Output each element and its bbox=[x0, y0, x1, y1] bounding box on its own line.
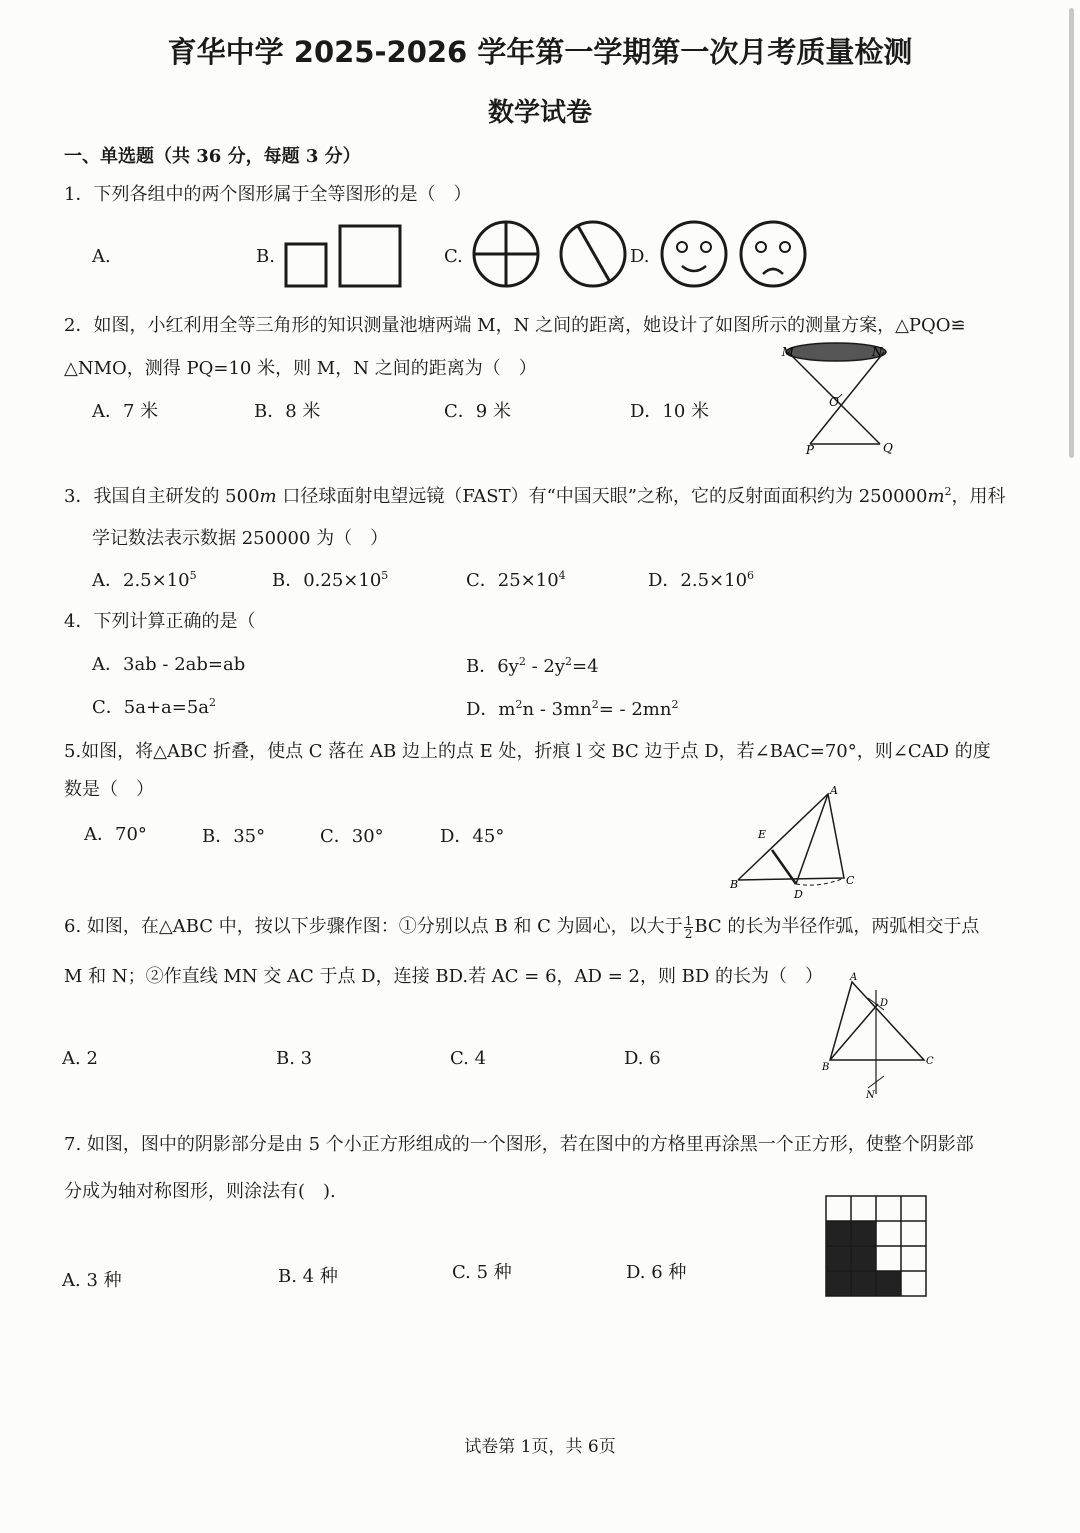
q3-line1: 3．我国自主研发的 500m 口径球面射电望远镜（FAST）有“中国天眼”之称，它的反射面面积约为 $250000m^2$，用科 bbox=[64, 485, 1006, 507]
fig-label-b: B bbox=[822, 1062, 830, 1073]
q1-option-a: A. bbox=[92, 246, 111, 267]
q2-option-c: C．9 米 bbox=[444, 401, 511, 422]
q2-option-a: A．7 米 bbox=[92, 401, 159, 422]
q2-option-d: D．10 米 bbox=[630, 401, 710, 422]
q6-construction-figure bbox=[816, 970, 946, 1100]
q1-option-d: D. bbox=[630, 246, 650, 267]
q1-option-b: B. bbox=[256, 246, 275, 267]
fig-label-q: Q bbox=[883, 441, 893, 455]
q6-line2: M 和 N；②作直线 MN 交 AC 于点 D，连接 BD.若 AC = 6，AD = 2，则 BD 的长为（ ） bbox=[64, 966, 824, 987]
q4-option-c: C．$5a+a=5a^2$ bbox=[92, 696, 217, 718]
fig-label-d: D bbox=[794, 888, 803, 901]
fig-label-c: C bbox=[846, 874, 855, 887]
pond-shape bbox=[786, 343, 886, 361]
q2-pond-figure bbox=[780, 336, 910, 466]
fig-label-n: N bbox=[872, 345, 883, 359]
fig-label-a: A bbox=[830, 784, 838, 797]
q7-option-b: B. 4 种 bbox=[278, 1266, 338, 1287]
q5-line2: 数是（ ） bbox=[64, 779, 154, 800]
q6-option-b: B. 3 bbox=[276, 1048, 313, 1069]
q3-option-c: C．$25\times 10^4$ bbox=[466, 569, 566, 591]
q2-line2: △NMO，测得 PQ=10 米，则 M，N 之间的距离为（ ） bbox=[64, 358, 537, 379]
q5-option-b: B．35° bbox=[202, 826, 266, 847]
small-square-figure bbox=[286, 244, 326, 286]
shaded-square bbox=[876, 1271, 901, 1296]
q7-line2: 分成为轴对称图形，则涂法有( ). bbox=[64, 1181, 336, 1202]
q5-line1: 5.如图，将△ABC 折叠，使点 C 落在 AB 边上的点 E 处，折痕 l 交 BC 边于点 D，若∠BAC=70°，则∠CAD 的度 bbox=[64, 741, 991, 762]
q6-line1: 6. 如图，在△ABC 中，按以下步骤作图：①分别以点 B 和 C 为圆心，以大于 $\frac{1}{2}$ BC 的长为半径作弧，两弧相交于点 bbox=[64, 913, 980, 941]
q6-option-d: D. 6 bbox=[624, 1048, 661, 1069]
q4-option-a: A．3ab - 2ab=ab bbox=[92, 654, 246, 675]
fig-label-p: P bbox=[805, 443, 814, 457]
q5-option-c: C．30° bbox=[320, 826, 384, 847]
exam-title: 育华中学 2025-2026 学年第一学期第一次月考质量检测 bbox=[167, 35, 913, 69]
q6-option-c: C. 4 bbox=[450, 1048, 487, 1069]
q7-option-c: C. 5 种 bbox=[452, 1262, 512, 1283]
q5-fold-figure bbox=[724, 784, 864, 904]
section-heading: 一、单选题（共 36 分，每题 3 分） bbox=[64, 146, 361, 167]
large-square-figure bbox=[340, 226, 400, 286]
q6-option-a: A. 2 bbox=[62, 1048, 98, 1069]
q4-option-b: B．$6y^2 - 2y^2=4$ bbox=[466, 655, 599, 677]
fig-label-o: O bbox=[829, 395, 839, 409]
exam-subtitle: 数学试卷 bbox=[487, 98, 592, 128]
page-footer: 试卷第 1页，共 6页 bbox=[464, 1437, 616, 1457]
smiley-face-icon bbox=[662, 222, 726, 286]
fig-label-c: C bbox=[926, 1056, 934, 1067]
q3-option-d: D．$2.5\times 10^6$ bbox=[648, 569, 755, 591]
shaded-square bbox=[826, 1221, 851, 1246]
fig-label-d: D bbox=[880, 998, 889, 1009]
q3-line2: 学记数法表示数据 250000 为（ ） bbox=[92, 528, 389, 549]
fig-label-m: M bbox=[781, 345, 794, 359]
q5-option-d: D．45° bbox=[440, 826, 505, 847]
q4-stem: 4．下列计算正确的是（ bbox=[64, 611, 256, 632]
q5-option-a: A．70° bbox=[84, 824, 147, 845]
circle-cross-figure bbox=[474, 222, 538, 286]
half-fraction: $\frac{1}{2}$ bbox=[684, 913, 693, 941]
q7-option-a: A. 3 种 bbox=[62, 1270, 122, 1291]
shaded-square bbox=[826, 1246, 851, 1271]
q2-line1: 2．如图，小红利用全等三角形的知识测量池塘两端 M，N 之间的距离，她设计了如图所示的测量方案，△PQO≌ bbox=[64, 315, 966, 336]
q7-line1: 7. 如图，图中的阴影部分是由 5 个小正方形组成的一个图形，若在图中的方格里再涂黑一个正方形，使整个阴影部 bbox=[64, 1134, 974, 1155]
fig-label-b: B bbox=[730, 878, 739, 891]
q1-stem: 1．下列各组中的两个图形属于全等图形的是（ ） bbox=[64, 184, 472, 205]
q7-option-d: D. 6 种 bbox=[626, 1262, 687, 1283]
q1-option-c: C. bbox=[444, 246, 463, 267]
q3-option-b: B．$0.25\times 10^5$ bbox=[272, 569, 389, 591]
q7-grid-figure bbox=[826, 1196, 930, 1302]
fig-label-a: A bbox=[850, 972, 858, 983]
fig-label-n: N bbox=[866, 1090, 875, 1101]
q4-option-d: D．$m^2n - 3mn^2= - 2mn^2$ bbox=[466, 698, 679, 720]
circle-diagonal-figure bbox=[561, 222, 625, 286]
shaded-square bbox=[826, 1271, 851, 1296]
sad-face-icon bbox=[741, 222, 805, 286]
q1-figures bbox=[0, 0, 1080, 320]
q3-option-a: A．$2.5\times 10^5$ bbox=[92, 569, 197, 591]
shaded-square bbox=[851, 1271, 876, 1296]
q2-option-b: B．8 米 bbox=[254, 401, 321, 422]
fig-label-e: E bbox=[758, 828, 767, 841]
